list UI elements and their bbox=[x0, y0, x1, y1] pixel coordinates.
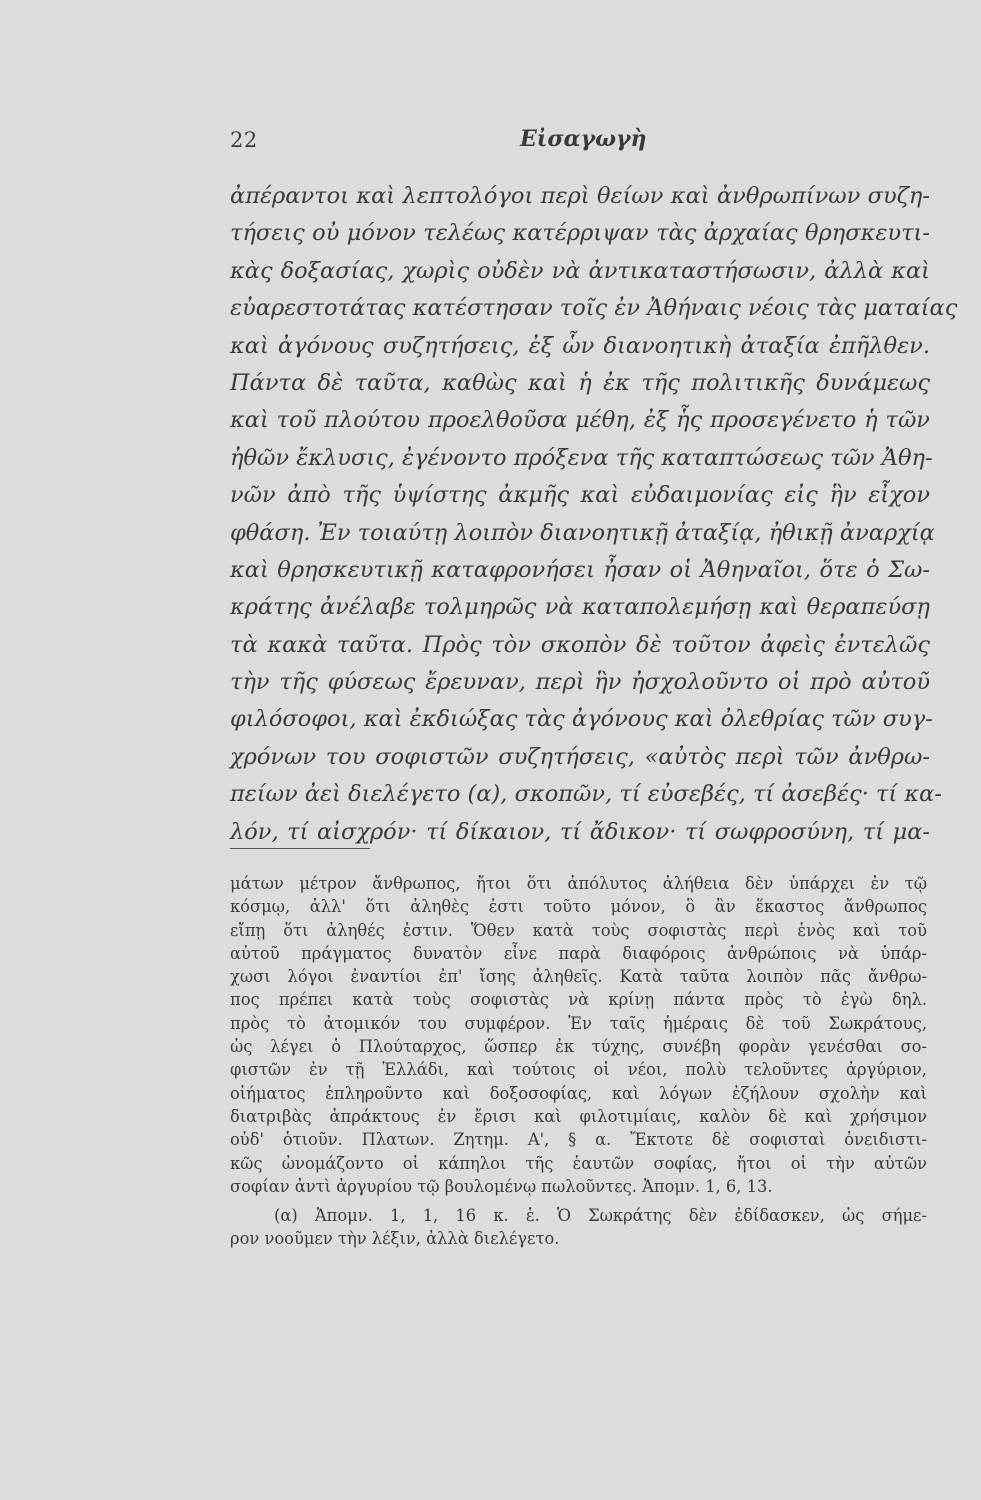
footnote-line: φιστῶν ἐν τῇ Ἑλλάδι, καὶ τούτοις οἱ νέοι, πολὺ τελοῦντες ἀργύριον, bbox=[230, 1060, 927, 1080]
main-text-line: καὶ ἀγόνους συζητήσεις, ἐξ ὧν διανοητικὴ ἀταξία ἐπῆλθεν. bbox=[230, 332, 930, 359]
main-text-line: χρόνων του σοφιστῶν συζητήσεις, «αὐτὸς περὶ τῶν ἀνθρω- bbox=[230, 743, 930, 770]
main-text-line: φθάση. Ἐν τοιαύτῃ λοιπὸν διανοητικῇ ἀταξίᾳ, ἠθικῇ ἀναρχίᾳ bbox=[230, 519, 935, 546]
main-text-line: εὐαρεστοτάτας κατέστησαν τοῖς ἐν Ἀθήναις νέοις τὰς ματαίας bbox=[230, 295, 958, 322]
main-text-block bbox=[230, 178, 958, 851]
main-text-line: κράτης ἀνέλαβε τολμηρῶς νὰ καταπολεμήσῃ καὶ θεραπεύσῃ bbox=[230, 594, 930, 621]
running-title: Εἰσαγωγὴ bbox=[520, 126, 647, 152]
footnote-line: οἰήματος ἐπληροῦντο καὶ δοξοσοφίας, καὶ λόγων ἐζήλουν σχολὴν καὶ bbox=[230, 1083, 927, 1103]
footnote-line: αὐτοῦ πράγματος δυνατὸν εἶνε παρὰ διαφόροις ἀνθρώποις νὰ ὑπάρ- bbox=[230, 943, 927, 963]
main-text-line: καὶ τοῦ πλούτου προελθοῦσα μέθη, ἐξ ἧς προσεγένετο ἡ τῶν bbox=[230, 407, 930, 434]
footnote-divider bbox=[230, 848, 370, 849]
footnote-line: χωσι λόγοι ἐναντίοι ἐπ' ἴσης ἀληθεῖς. Κατὰ ταῦτα λοιπὸν πᾶς ἄνθρω- bbox=[230, 967, 927, 987]
main-text-line: τὰ κακὰ ταῦτα. Πρὸς τὸν σκοπὸν δὲ τοῦτον ἀφεὶς ἐντελῶς bbox=[230, 631, 930, 658]
main-text-line: τὴν τῆς φύσεως ἔρευναν, περὶ ἣν ἠσχολοῦντο οἱ πρὸ αὐτοῦ bbox=[230, 669, 930, 696]
main-text-line: Πάντα δὲ ταῦτα, καθὼς καὶ ἡ ἐκ τῆς πολιτικῆς δυνάμεως bbox=[230, 369, 930, 396]
footnote-line: πρὸς τὸ ἀτομικόν του συμφέρον. Ἐν ταῖς ἡμέραις δὲ τοῦ Σωκράτους, bbox=[230, 1013, 927, 1033]
main-text-line: ἠθῶν ἔκλυσις, ἐγένοντο πρόξενα τῆς καταπτώσεως τῶν Ἀθη- bbox=[230, 444, 933, 471]
footnote-line: πος πρέπει κατὰ τοὺς σοφιστὰς νὰ κρίνῃ πάντα πρὸς τὸ ἐγὼ δηλ. bbox=[230, 990, 927, 1010]
footnote-line: κῶς ὠνομάζοντο οἱ κάπηλοι τῆς ἑαυτῶν σοφίας, ἤτοι οἱ τὴν αὐτῶν bbox=[230, 1153, 927, 1173]
main-text-line: τήσεις οὐ μόνον τελέως κατέρριψαν τὰς ἀρχαίας θρησκευτι- bbox=[230, 220, 930, 247]
footnote-a-line: (α) Ἀπομν. 1, 1, 16 κ. ἑ. Ὁ Σωκράτης δὲν ἐδίδασκεν, ὡς σήμε- bbox=[274, 1206, 927, 1226]
main-text-line: λόν, τί αἰσχρόν· τί δίκαιον, τί ἄδικον· τί σωφροσύνη, τί μα- bbox=[230, 818, 930, 845]
footnote-line: μάτων μέτρον ἄνθρωπος, ἤτοι ὅτι ἀπόλυτος ἀλήθεια δὲν ὑπάρχει ἐν τῷ bbox=[230, 874, 927, 893]
main-text-line: πείων ἀεὶ διελέγετο (α), σκοπῶν, τί εὐσεβές, τί ἀσεβές· τί κα- bbox=[230, 781, 942, 808]
main-text-line: καὶ θρησκευτικῇ καταφρονήσει ἦσαν οἱ Ἀθηναῖοι, ὅτε ὁ Σω- bbox=[230, 556, 930, 583]
main-text-line: κὰς δοξασίας, χωρὶς οὐδὲν νὰ ἀντικαταστήσωσιν, ἀλλὰ καὶ bbox=[230, 257, 930, 284]
main-text-line: νῶν ἀπὸ τῆς ὑψίστης ἀκμῆς καὶ εὐδαιμονίας εἰς ἣν εἶχον bbox=[230, 482, 930, 509]
footnote-line: κόσμῳ, ἀλλ' ὅτι ἀληθὲς ἐστι τοῦτο μόνον, ὃ ἂν ἕκαστος ἄνθρωπος bbox=[230, 897, 927, 917]
main-text-line: ἀπέραντοι καὶ λεπτολόγοι περὶ θείων καὶ ἀνθρωπίνων συζη- bbox=[230, 183, 930, 209]
footnote-line: σοφίαν ἀντὶ ἀργυρίου τῷ βουλομένῳ πωλοῦντες. Ἀπομν. 1, 6, 13. bbox=[230, 1176, 773, 1196]
footnote-line: οὐδ' ὁτιοῦν. Πλατων. Ζητημ. Α', § α. Ἔκτοτε δὲ σοφισταὶ ὀνειδιστι- bbox=[230, 1130, 927, 1150]
footnote-line: ὡς λέγει ὁ Πλούταρχος, ὥσπερ ἐκ τύχης, συνέβη φορὰν γενέσθαι σο- bbox=[230, 1037, 927, 1057]
footnote-line: διατριβὰς ἀπράκτους ἐν ἔρισι καὶ φιλοτιμίαις, καλὸν δὲ καὶ χρήσιμον bbox=[230, 1106, 927, 1126]
footnote-a-line: ρον νοοῦμεν τὴν λέξιν, ἀλλὰ διελέγετο. bbox=[230, 1229, 560, 1249]
main-text-line: φιλόσοφοι, καὶ ἐκδιώξας τὰς ἀγόνους καὶ ὀλεθρίας τῶν συγ- bbox=[230, 706, 933, 733]
footnote-line: εἴπῃ ὅτι ἀληθές ἐστιν. Ὅθεν κατὰ τοὺς σοφιστὰς περὶ ἑνὸς καὶ τοῦ bbox=[230, 920, 927, 940]
page-number: 22 bbox=[230, 128, 258, 152]
footnotes-block bbox=[230, 872, 927, 1251]
